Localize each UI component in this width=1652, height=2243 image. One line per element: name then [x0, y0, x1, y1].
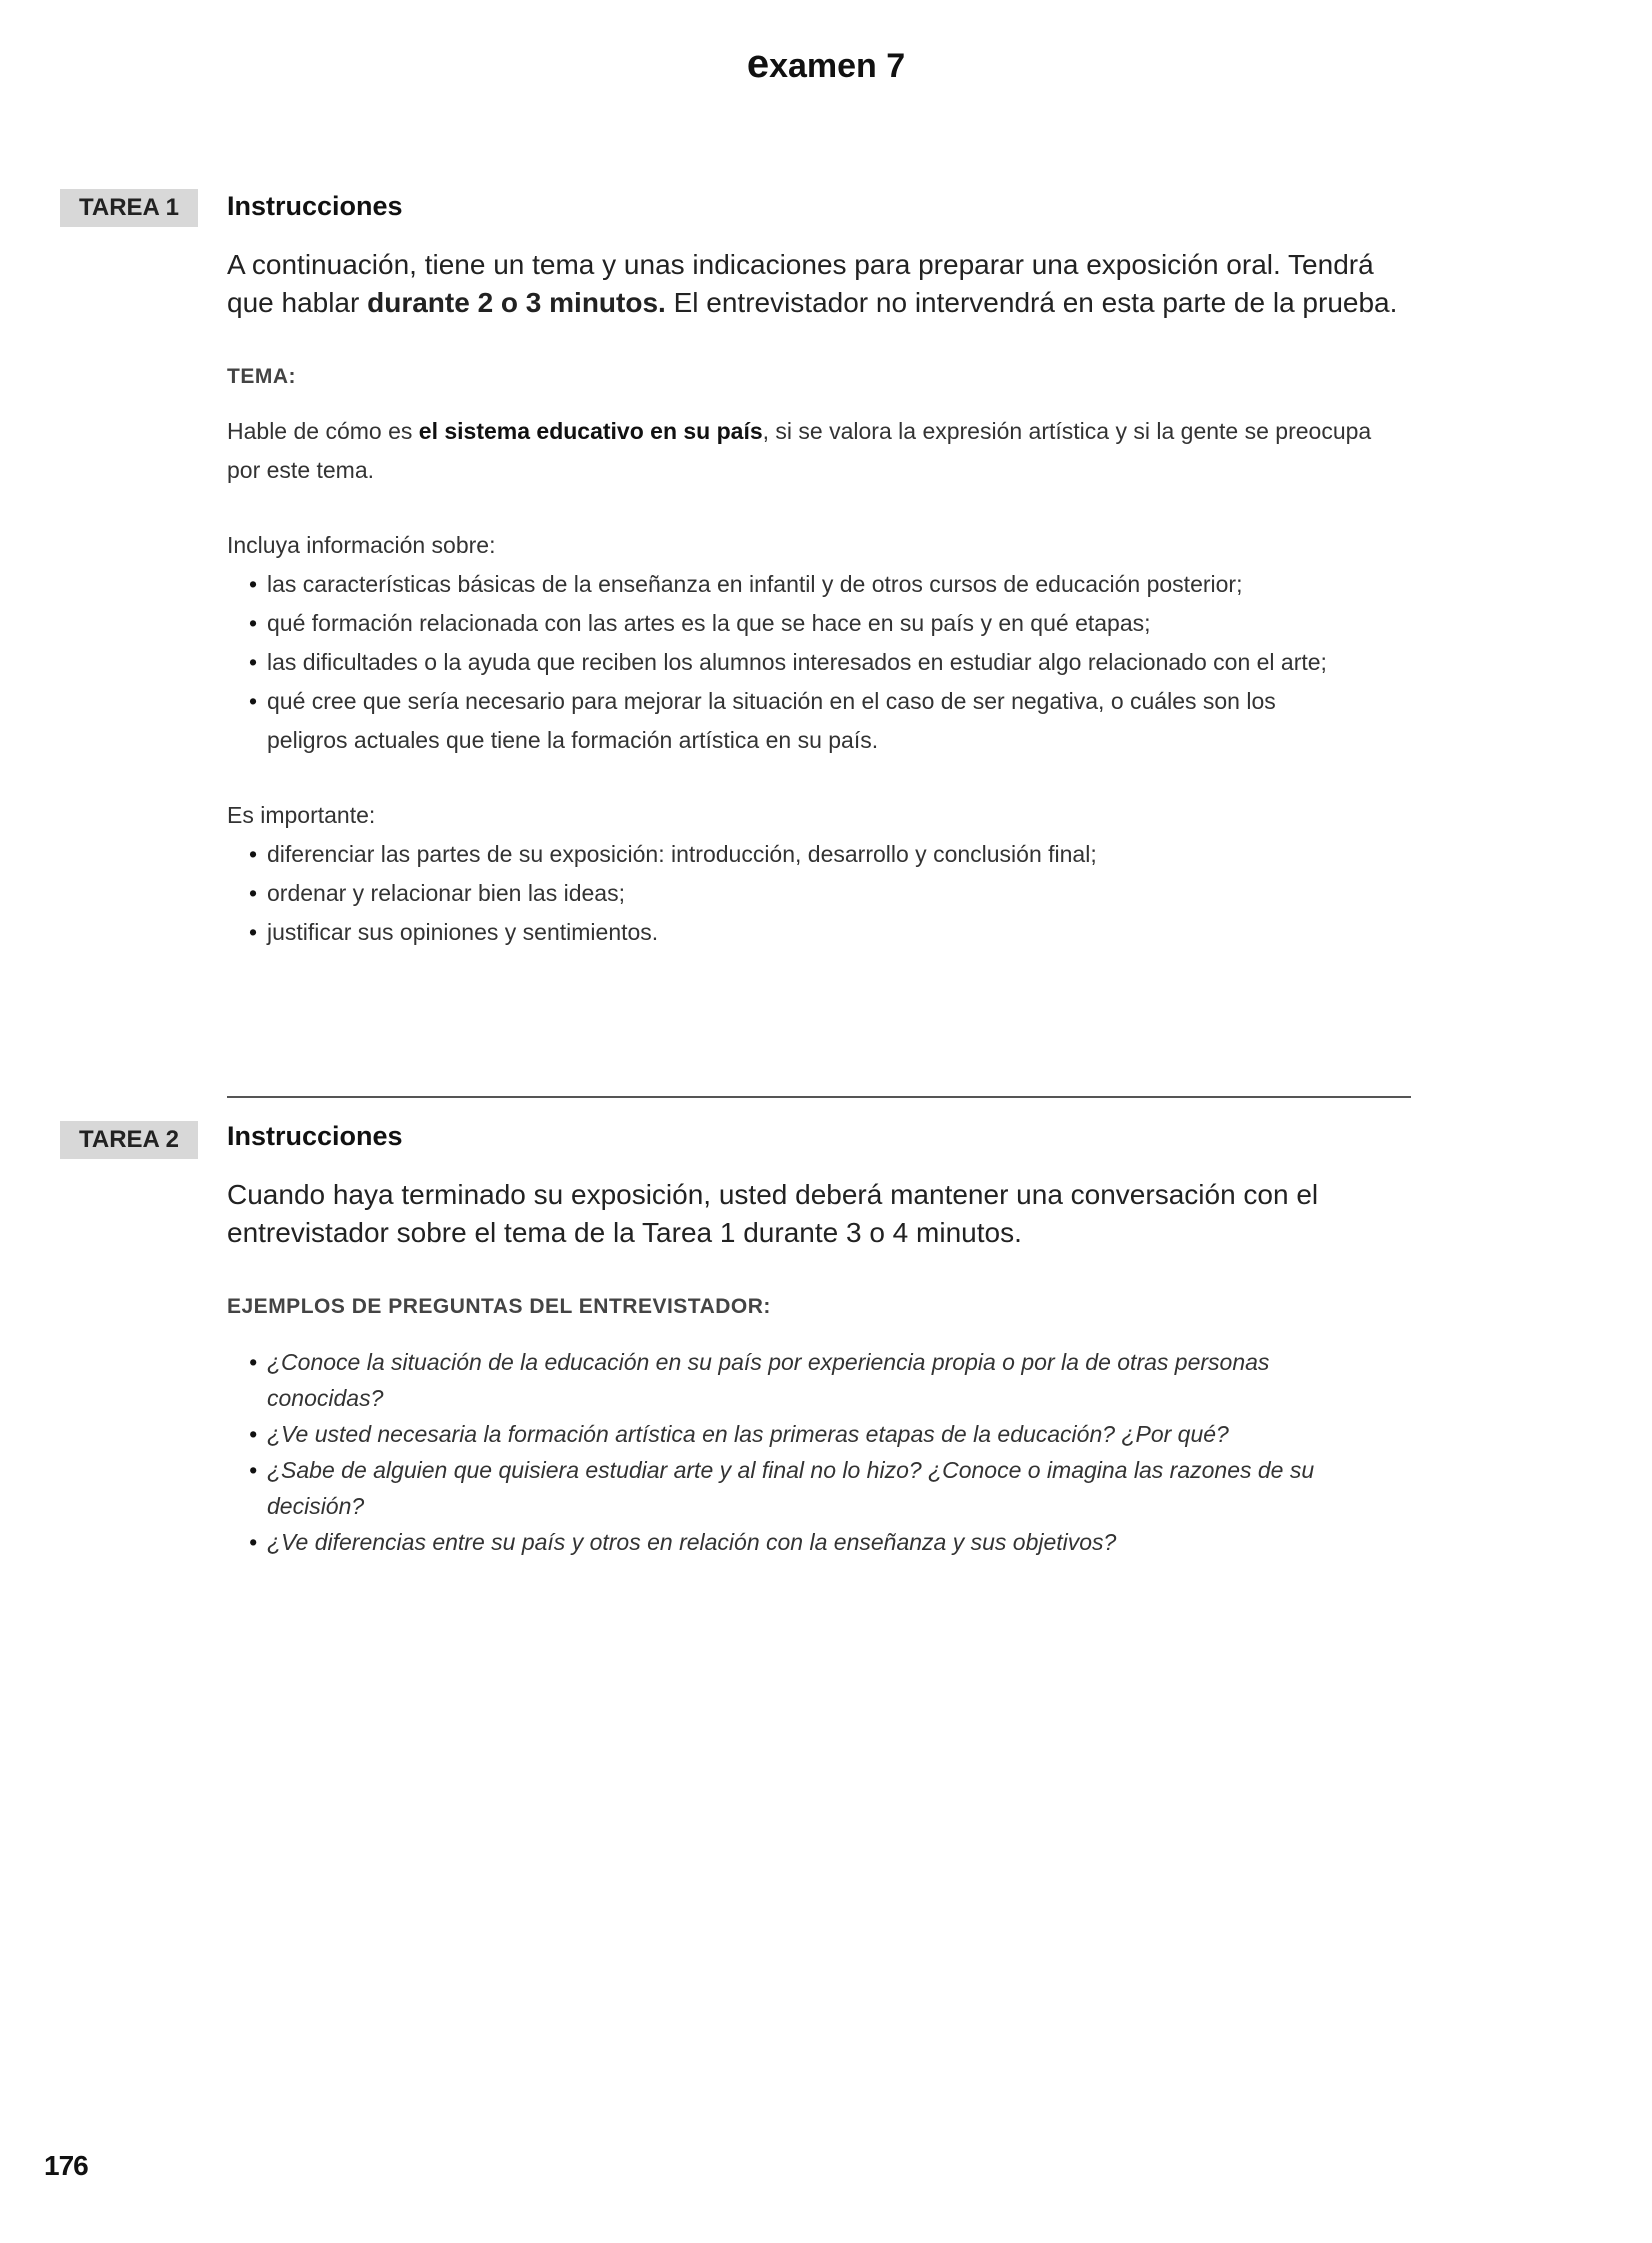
- examples-list: [227, 1344, 1367, 1560]
- example-question: • ¿Ve usted necesaria la formación artística en las primeras etapas de la educación? ¿Por qué?: [227, 1416, 1367, 1452]
- examples-label: EJEMPLOS DE PREGUNTAS DEL ENTREVISTADOR:: [227, 1295, 771, 1318]
- importante-item: • justificar sus opiniones y sentimientos.: [227, 913, 1407, 952]
- page-title-rest: xamen 7: [769, 47, 906, 85]
- tarea-1-intro-part2: El entrevistador no intervendrá en esta parte de la prueba.: [665, 287, 1398, 318]
- tarea-2-section: [227, 1118, 1407, 1560]
- incluya-item: • qué formación relacionada con las artes es la que se hace en su país y en qué etapas;: [227, 604, 1357, 643]
- tarea-1-intro-part1: A continuación, tiene un tema y unas indicaciones para preparar una exposición oral. Tendrá que hablar: [227, 249, 1374, 318]
- tarea-2-intro: Cuando haya terminado su exposición, usted deberá mantener una conversación con el entrevistador sobre el tema de la Tarea 1 durante 3 o 4 minutos.: [227, 1179, 1319, 1248]
- tema-text-part1: Hable de cómo es: [227, 418, 419, 444]
- example-question: • ¿Conoce la situación de la educación en su país por experiencia propia o por la de otras personas conocidas?: [227, 1344, 1367, 1416]
- incluya-item: • las dificultades o la ayuda que reciben los alumnos interesados en estudiar algo relacionado con el arte;: [227, 643, 1357, 682]
- page-number: 176: [44, 2150, 88, 2181]
- tema-text-bold: el sistema educativo en su país: [418, 418, 763, 444]
- importante-list: [227, 835, 1407, 952]
- example-question: • ¿Ve diferencias entre su país y otros en relación con la enseñanza y sus objetivos?: [227, 1524, 1367, 1560]
- incluya-item: • las características básicas de la enseñanza en infantil y de otros cursos de educación posterior;: [227, 565, 1357, 604]
- importante-label: Es importante:: [227, 802, 376, 828]
- tarea-2-tag: TAREA 2: [60, 1121, 198, 1159]
- tema-label: TEMA:: [227, 365, 296, 388]
- tarea-1-intro-bold: durante 2 o 3 minutos.: [367, 287, 666, 318]
- incluya-label: Incluya información sobre:: [227, 532, 496, 558]
- tarea-1-heading: Instrucciones: [227, 191, 403, 221]
- incluya-list: [227, 565, 1357, 760]
- tarea-2-heading: Instrucciones: [227, 1121, 403, 1151]
- incluya-item: • qué cree que sería necesario para mejorar la situación en el caso de ser negativa, o cuáles son los peligros actuales que tiene la formación artística en su país.: [227, 682, 1357, 760]
- importante-item: • diferenciar las partes de su exposición: introducción, desarrollo y conclusión final;: [227, 835, 1407, 874]
- tarea-1-section: [227, 188, 1407, 952]
- tarea-1-intro: [227, 246, 1407, 322]
- section-divider: [227, 1096, 1411, 1098]
- tarea-1-tag: TAREA 1: [60, 189, 198, 227]
- tema-text: [227, 412, 1407, 490]
- page-title-initial: e: [746, 42, 770, 86]
- example-question: • ¿Sabe de alguien que quisiera estudiar arte y al final no lo hizo? ¿Conoce o imagina las razones de su decisión?: [227, 1452, 1367, 1524]
- tema-text-part2: , si se valora la expresión artística y si la gente se preocupa por este tema.: [227, 418, 1372, 483]
- importante-item: • ordenar y relacionar bien las ideas;: [227, 874, 1407, 913]
- page-title: [0, 42, 1652, 87]
